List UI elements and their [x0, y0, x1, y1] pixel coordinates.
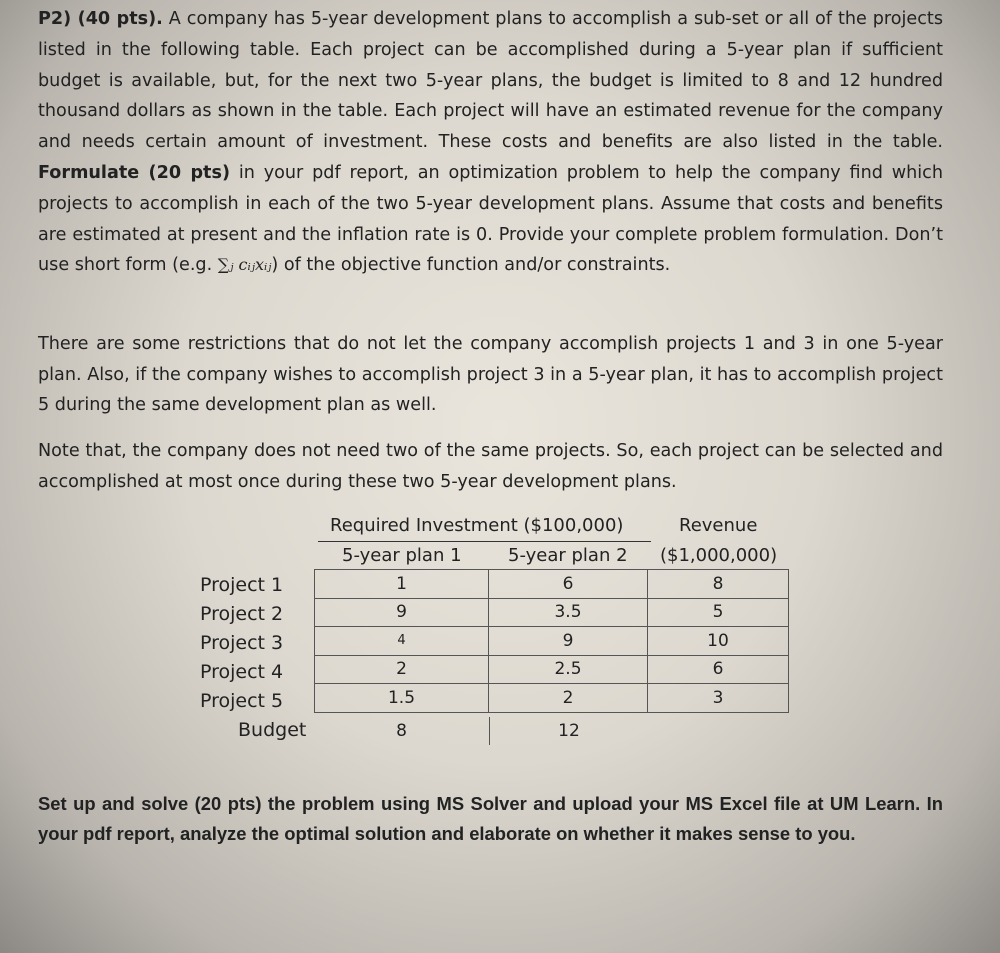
- cell-revenue: 3: [648, 684, 789, 713]
- cell-revenue: 10: [648, 627, 789, 656]
- cell-plan2: 9: [489, 627, 648, 656]
- setup-label: Set up and solve (20 pts): [38, 793, 262, 814]
- note-paragraph: Note that, the company does not need two of the same projects. So, each project can be selected and accomplished at most once during these two 5-year development plans.: [38, 441, 943, 492]
- problem-label: P2) (40 pts).: [38, 9, 163, 29]
- problem-rest-text: in your pdf report, an optimization problem to help the company find which projects to accomplish in each of the two 5-year development plans. Assume that costs and benefits are estimated at present and the inflation rate is 0. Provide your complete problem formulation. Don’t use short form (e.g.: [38, 162, 943, 276]
- row-label-project-2: Project 2: [200, 603, 284, 625]
- header-underline: [318, 541, 651, 542]
- table-row: [315, 570, 789, 599]
- required-investment-header: Required Investment ($100,000): [330, 515, 624, 536]
- row-label-project-3: Project 3: [200, 632, 284, 654]
- cell-plan1: 1.5: [315, 684, 489, 713]
- formulate-label: Formulate (20 pts): [38, 162, 230, 183]
- problem-end-text: ) of the objective function and/or constraints.: [271, 255, 671, 276]
- table-row: [315, 598, 789, 627]
- cell-plan1: 9: [315, 598, 489, 627]
- cell-plan2: 6: [489, 570, 648, 599]
- setup-paragraph: [38, 789, 943, 849]
- cell-revenue: 5: [648, 598, 789, 627]
- cell-plan2: 3.5: [489, 598, 648, 627]
- plan2-header: 5-year plan 2: [508, 545, 628, 566]
- table-row: [315, 627, 789, 656]
- revenue-unit-header: ($1,000,000): [660, 545, 778, 566]
- cell-plan1: 4: [315, 627, 489, 656]
- row-label-budget: Budget: [238, 719, 307, 741]
- budget-plan1: 8: [396, 721, 407, 741]
- cell-revenue: 8: [648, 570, 789, 599]
- cell-revenue: 6: [648, 655, 789, 684]
- cell-plan1: 2: [315, 655, 489, 684]
- row-label-project-1: Project 1: [200, 574, 284, 596]
- row-label-project-4: Project 4: [200, 661, 284, 683]
- table-row: [315, 684, 789, 713]
- budget-plan2: 12: [558, 721, 580, 741]
- row-label-project-5: Project 5: [200, 690, 284, 712]
- table-row: [315, 655, 789, 684]
- setup-rest-text: the problem using MS Solver and upload your MS Excel file at UM Learn. In your pdf report, analyze the optimal solution and elaborate on whether it makes sense to you.: [38, 793, 943, 844]
- problem-intro-text: A company has 5-year development plans to accomplish a sub-set or all of the projects listed in the following table. Each project can be accomplished during a 5-year plan if sufficient budget is available, but, for the next two 5-year plans, the budget is limited to 8 and 12 hundred thousand dollars as shown in the table. Each project will have an estimated revenue for the company and needs certain amount of investment. These costs and benefits are also listed in the table.: [38, 9, 943, 153]
- plan1-header: 5-year plan 1: [342, 545, 462, 566]
- cell-plan1: 1: [315, 570, 489, 599]
- restrictions-paragraph: There are some restrictions that do not let the company accomplish projects 1 and 3 in one 5-year plan. Also, if the company wishes to accomplish project 3 in a 5-year plan, it has to accomplish project 5 during the same development plan as well.: [38, 334, 943, 415]
- data-grid: [314, 569, 789, 713]
- cell-plan2: 2: [489, 684, 648, 713]
- summation-formula: ∑ⱼ cᵢⱼxᵢⱼ: [217, 255, 272, 275]
- cell-plan2: 2.5: [489, 655, 648, 684]
- revenue-header: Revenue: [679, 515, 758, 536]
